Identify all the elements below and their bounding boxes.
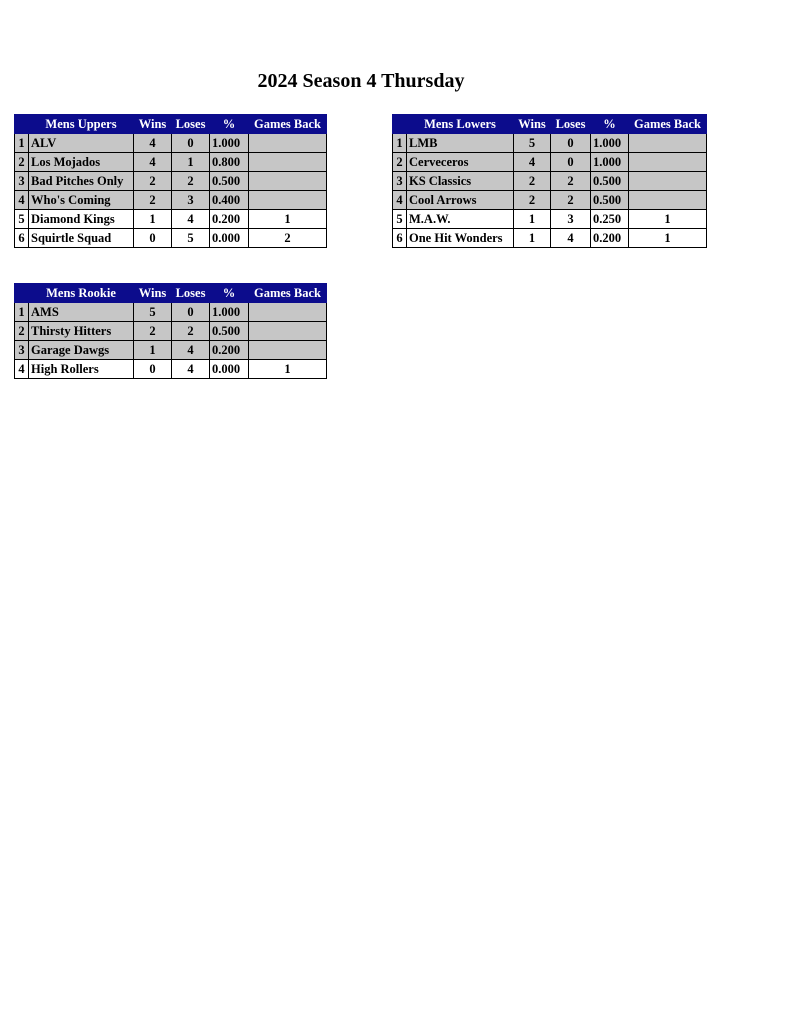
table-row: [393, 153, 707, 172]
pct-cell: 1.000: [591, 153, 629, 172]
team-name-cell: Garage Dawgs: [29, 341, 134, 360]
loses-cell: 2: [551, 191, 591, 210]
rank-cell: 3: [15, 172, 29, 191]
games-back-cell: [249, 303, 327, 322]
wins-cell: 5: [134, 303, 172, 322]
team-name-cell: Who's Coming: [29, 191, 134, 210]
wins-cell: 5: [514, 134, 551, 153]
loses-header: Loses: [172, 284, 210, 303]
rank-cell: 2: [393, 153, 407, 172]
loses-cell: 1: [172, 153, 210, 172]
loses-cell: 0: [172, 303, 210, 322]
team-name-cell: ALV: [29, 134, 134, 153]
wins-cell: 1: [514, 229, 551, 248]
division-name-header: Mens Rookie: [29, 284, 134, 303]
wins-header: Wins: [134, 284, 172, 303]
games-back-header: Games Back: [629, 115, 707, 134]
pct-cell: 0.200: [210, 210, 249, 229]
team-name-cell: Cool Arrows: [407, 191, 514, 210]
loses-cell: 4: [172, 341, 210, 360]
games-back-cell: [249, 191, 327, 210]
wins-cell: 1: [134, 210, 172, 229]
games-back-header: Games Back: [249, 284, 327, 303]
games-back-cell: [629, 134, 707, 153]
header-row: [15, 115, 327, 134]
team-name-cell: One Hit Wonders: [407, 229, 514, 248]
team-name-cell: AMS: [29, 303, 134, 322]
table-row: [15, 191, 327, 210]
wins-cell: 2: [514, 172, 551, 191]
pct-cell: 0.200: [210, 341, 249, 360]
rank-cell: 5: [393, 210, 407, 229]
team-name-cell: KS Classics: [407, 172, 514, 191]
table-row: [15, 210, 327, 229]
loses-header: Loses: [551, 115, 591, 134]
pct-cell: 0.500: [210, 172, 249, 191]
team-name-cell: Squirtle Squad: [29, 229, 134, 248]
division-name-header: Mens Lowers: [407, 115, 514, 134]
wins-cell: 4: [134, 153, 172, 172]
rank-cell: 1: [393, 134, 407, 153]
games-back-header: Games Back: [249, 115, 327, 134]
pct-cell: 1.000: [210, 303, 249, 322]
rank-cell: 5: [15, 210, 29, 229]
team-name-cell: High Rollers: [29, 360, 134, 379]
pct-header: %: [591, 115, 629, 134]
header-row: [15, 284, 327, 303]
games-back-cell: 2: [249, 229, 327, 248]
wins-cell: 2: [134, 191, 172, 210]
loses-cell: 4: [172, 360, 210, 379]
rank-header: [393, 115, 407, 134]
pct-cell: 1.000: [210, 134, 249, 153]
rank-cell: 6: [393, 229, 407, 248]
team-name-cell: LMB: [407, 134, 514, 153]
games-back-cell: 1: [249, 360, 327, 379]
pct-cell: 0.000: [210, 229, 249, 248]
loses-cell: 4: [551, 229, 591, 248]
table-row: [393, 172, 707, 191]
games-back-cell: [249, 134, 327, 153]
standings-table-mens-uppers: [14, 114, 327, 248]
games-back-cell: [629, 191, 707, 210]
pct-cell: 0.800: [210, 153, 249, 172]
loses-cell: 0: [551, 134, 591, 153]
division-name-header: Mens Uppers: [29, 115, 134, 134]
loses-cell: 4: [172, 210, 210, 229]
wins-header: Wins: [514, 115, 551, 134]
rank-cell: 3: [15, 341, 29, 360]
pct-cell: 0.500: [591, 191, 629, 210]
loses-cell: 2: [172, 322, 210, 341]
standings-table-mens-lowers: [392, 114, 707, 248]
pct-cell: 0.000: [210, 360, 249, 379]
loses-cell: 2: [551, 172, 591, 191]
pct-cell: 0.200: [591, 229, 629, 248]
rank-cell: 4: [15, 191, 29, 210]
table-row: [15, 134, 327, 153]
pct-cell: 0.500: [591, 172, 629, 191]
wins-cell: 2: [514, 191, 551, 210]
team-name-cell: Los Mojados: [29, 153, 134, 172]
rank-cell: 1: [15, 134, 29, 153]
pct-cell: 1.000: [591, 134, 629, 153]
wins-cell: 1: [134, 341, 172, 360]
wins-cell: 1: [514, 210, 551, 229]
rank-cell: 6: [15, 229, 29, 248]
wins-cell: 2: [134, 172, 172, 191]
rank-cell: 4: [15, 360, 29, 379]
rank-cell: 4: [393, 191, 407, 210]
team-name-cell: Diamond Kings: [29, 210, 134, 229]
table-row: [393, 229, 707, 248]
pct-header: %: [210, 284, 249, 303]
page-title: 2024 Season 4 Thursday: [257, 70, 465, 92]
wins-header: Wins: [134, 115, 172, 134]
team-name-cell: Bad Pitches Only: [29, 172, 134, 191]
rank-cell: 2: [15, 153, 29, 172]
wins-cell: 0: [134, 360, 172, 379]
rank-cell: 1: [15, 303, 29, 322]
rank-header: [15, 115, 29, 134]
pct-cell: 0.400: [210, 191, 249, 210]
games-back-cell: [249, 172, 327, 191]
standings-table-mens-rookie: [14, 283, 327, 379]
loses-header: Loses: [172, 115, 210, 134]
loses-cell: 2: [172, 172, 210, 191]
wins-cell: 4: [514, 153, 551, 172]
loses-cell: 0: [551, 153, 591, 172]
games-back-cell: 1: [629, 210, 707, 229]
loses-cell: 3: [172, 191, 210, 210]
table-row: [15, 303, 327, 322]
table-row: [15, 341, 327, 360]
team-name-cell: M.A.W.: [407, 210, 514, 229]
table-row: [15, 322, 327, 341]
games-back-cell: 1: [629, 229, 707, 248]
table-row: [15, 229, 327, 248]
table-row: [393, 210, 707, 229]
rank-header: [15, 284, 29, 303]
games-back-cell: [249, 341, 327, 360]
table-row: [393, 134, 707, 153]
games-back-cell: [249, 322, 327, 341]
loses-cell: 5: [172, 229, 210, 248]
pct-header: %: [210, 115, 249, 134]
games-back-cell: [629, 153, 707, 172]
rank-cell: 2: [15, 322, 29, 341]
wins-cell: 4: [134, 134, 172, 153]
team-name-cell: Cerveceros: [407, 153, 514, 172]
games-back-cell: [629, 172, 707, 191]
team-name-cell: Thirsty Hitters: [29, 322, 134, 341]
table-row: [15, 153, 327, 172]
loses-cell: 3: [551, 210, 591, 229]
table-row: [15, 360, 327, 379]
table-row: [15, 172, 327, 191]
header-row: [393, 115, 707, 134]
table-row: [393, 191, 707, 210]
pct-cell: 0.250: [591, 210, 629, 229]
loses-cell: 0: [172, 134, 210, 153]
wins-cell: 0: [134, 229, 172, 248]
games-back-cell: 1: [249, 210, 327, 229]
wins-cell: 2: [134, 322, 172, 341]
games-back-cell: [249, 153, 327, 172]
rank-cell: 3: [393, 172, 407, 191]
pct-cell: 0.500: [210, 322, 249, 341]
